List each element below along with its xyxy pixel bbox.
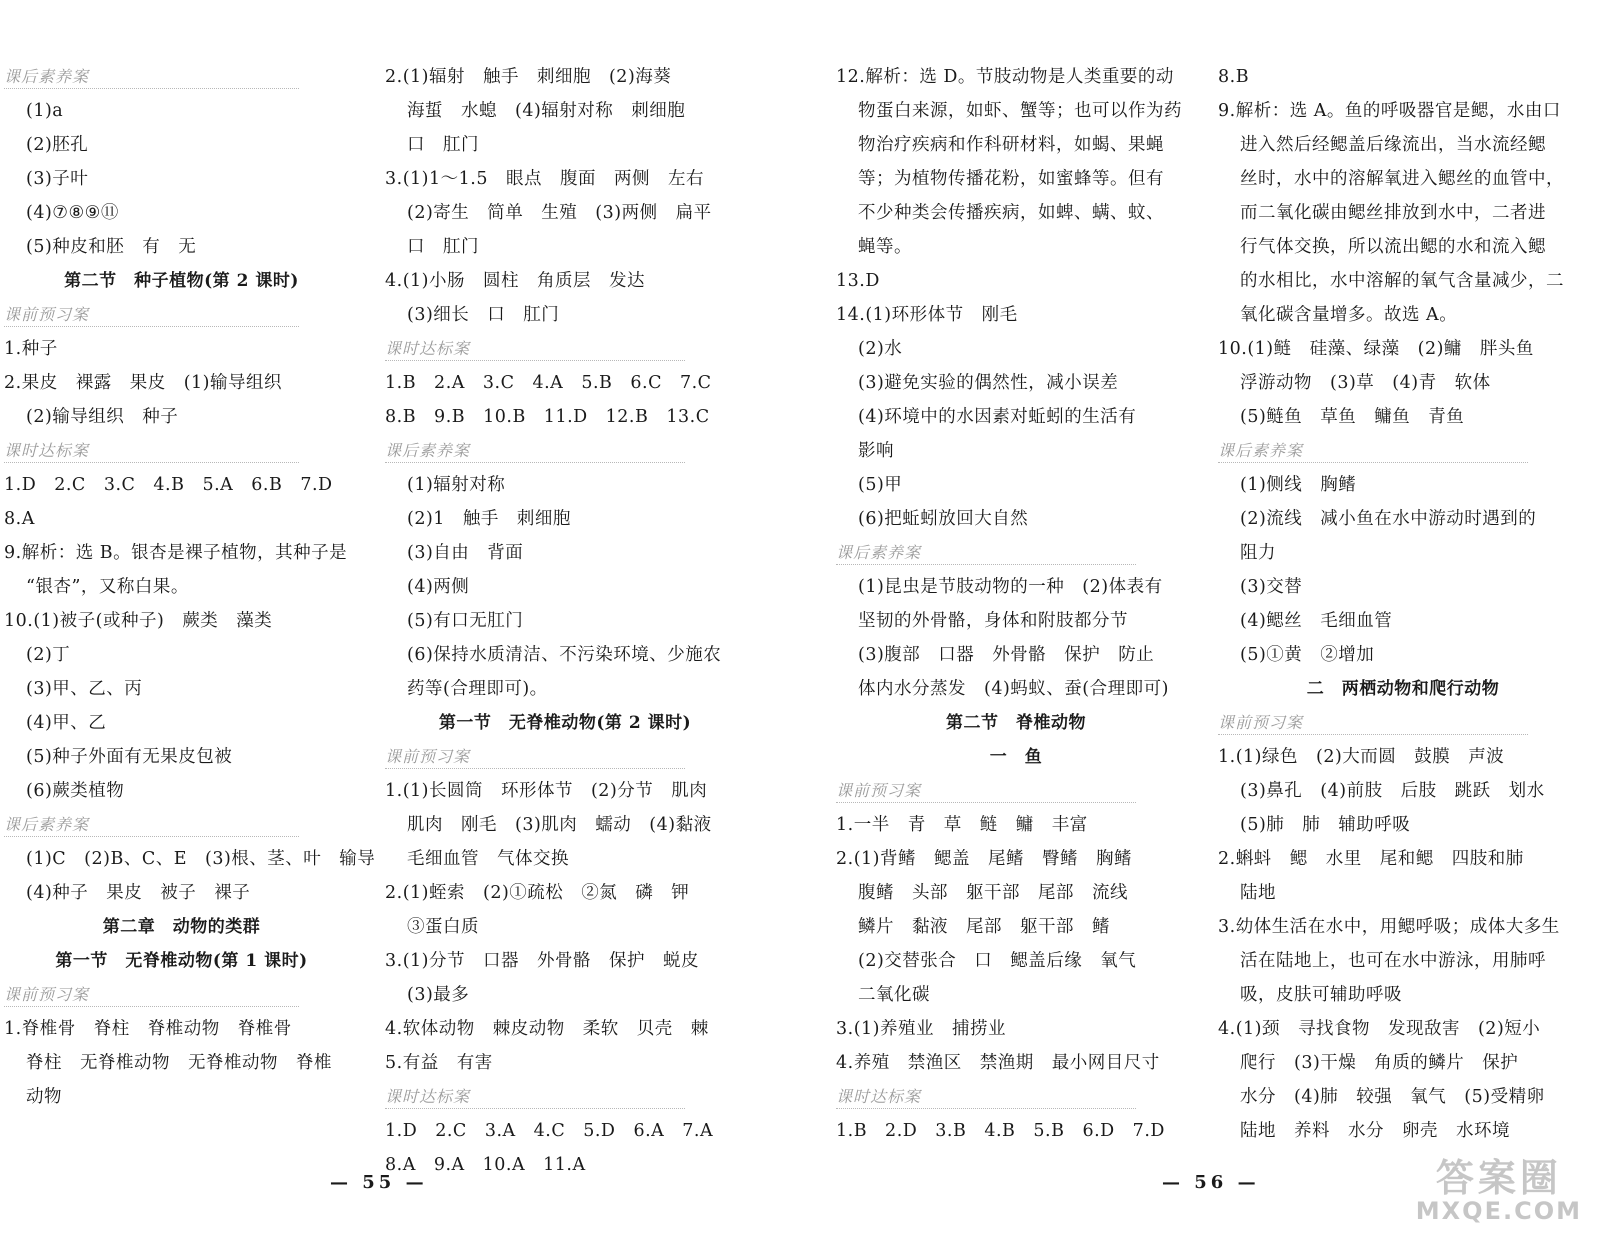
section-label: 课后素养案	[836, 536, 1196, 570]
answer-line: 2.(1)背鳍 鳃盖 尾鳍 臀鳍 胸鳍	[836, 849, 1132, 869]
answer-line: (6)保持水质清洁、不污染环境、少施农	[407, 645, 722, 665]
answer-line: 氧化碳含量增多。故选 A。	[1240, 305, 1458, 325]
answer-line: 1.一半 青 草 鲢 鳙 丰富	[836, 815, 1088, 835]
answer-line: 腹鳍 头部 躯干部 尾部 流线	[858, 883, 1128, 903]
answer-line: (5)甲	[858, 475, 903, 495]
answer-line: (1)昆虫是节肢动物的一种 (2)体表有	[858, 577, 1163, 597]
answer-line: 不少种类会传播疾病，如蜱、螨、蚊、	[858, 203, 1164, 223]
answer-line: (2)寄生 简单 生殖 (3)两侧 扁平	[407, 203, 712, 223]
answer-line: (6)蕨类植物	[26, 781, 125, 801]
answer-line: 的水相比，水中溶解的氧气含量减少，二	[1240, 271, 1564, 291]
answer-line: 浮游动物 (3)草 (4)青 软体	[1240, 373, 1491, 393]
section-title: 第一节 无脊椎动物(第 1 课时)	[55, 951, 308, 971]
answer-line: (5)鲢鱼 草鱼 鳙鱼 青鱼	[1240, 407, 1465, 427]
answer-line: 毛细血管 气体交换	[407, 849, 569, 869]
answer-line: (3)自由 背面	[407, 543, 524, 563]
page-number-left: — 55 —	[330, 1172, 428, 1193]
answer-line: 而二氧化碳由鳃丝排放到水中，二者进	[1240, 203, 1546, 223]
answer-line: (3)避免实验的偶然性，减小误差	[858, 373, 1119, 393]
column-2	[385, 60, 745, 1182]
answer-line: (2)水	[858, 339, 903, 359]
section-label: 课时达标案	[836, 1080, 1196, 1114]
answer-line: “银杏”，又称白果。	[26, 577, 189, 597]
section-title: 第一节 无脊椎动物(第 2 课时)	[438, 713, 692, 733]
column-1	[4, 60, 376, 1114]
section-label: 课后素养案	[1218, 434, 1588, 468]
answer-line: (2)胚孔	[26, 135, 89, 155]
answer-line: (2)1 触手 刺细胞	[407, 509, 571, 529]
answer-line: (3)细长 口 肛门	[407, 305, 560, 325]
answer-line: 3.(1)1～1.5 眼点 腹面 两侧 左右	[385, 169, 704, 189]
answer-line: (3)甲、乙、丙	[26, 679, 143, 699]
answer-line: 14.(1)环形体节 刚毛	[836, 305, 1018, 325]
watermark	[1416, 1158, 1582, 1224]
answer-line: 1.D 2.C 3.A 4.C 5.D 6.A 7.A	[385, 1121, 714, 1141]
column-4	[1218, 60, 1588, 1148]
answer-line: 进入然后经鳃盖后缘流出，当水流经鳃	[1240, 135, 1546, 155]
answer-line: 口 肛门	[407, 237, 479, 257]
answer-line: 4.软体动物 棘皮动物 柔软 贝壳 棘	[385, 1019, 709, 1039]
answer-line: 水分 (4)肺 较强 氧气 (5)受精卵	[1240, 1087, 1545, 1107]
section-title: 一 鱼	[989, 747, 1043, 767]
answer-line: (5)有口无肛门	[407, 611, 524, 631]
answer-line: 坚韧的外骨骼，身体和附肢都分节	[858, 611, 1128, 631]
answer-line: 影响	[858, 441, 894, 461]
answer-line: 10.(1)鲢 硅藻、绿藻 (2)鳙 胖头鱼	[1218, 339, 1534, 359]
answer-line: (3)最多	[407, 985, 470, 1005]
answer-line: (3)交替	[1240, 577, 1303, 597]
answer-line: (5)种皮和胚 有 无	[26, 237, 197, 257]
answer-line: (4)鳃丝 毛细血管	[1240, 611, 1393, 631]
answer-line: (3)腹部 口器 外骨骼 保护 防止	[858, 645, 1155, 665]
answer-line: (4)两侧	[407, 577, 470, 597]
answer-line: 12.解析：选 D。节肢动物是人类重要的动	[836, 67, 1174, 87]
answer-line: 蝇等。	[858, 237, 912, 257]
section-label: 课时达标案	[4, 434, 359, 468]
answer-line: 阻力	[1240, 543, 1276, 563]
answer-line: 陆地	[1240, 883, 1276, 903]
answer-line: 1.(1)长圆筒 环形体节 (2)分节 肌肉	[385, 781, 708, 801]
answer-line: 体内水分蒸发 (4)蚂蚁、蚕(合理即可)	[858, 679, 1169, 699]
answer-line: 3.(1)养殖业 捕捞业	[836, 1019, 1006, 1039]
answer-line: (1)辐射对称	[407, 475, 506, 495]
section-label: 课前预习案	[385, 740, 745, 774]
answer-line: ③蛋白质	[407, 917, 479, 937]
answer-line: 动物	[26, 1087, 62, 1107]
answer-line: (5)肺 肺 辅助呼吸	[1240, 815, 1411, 835]
answer-line: 2.蝌蚪 鳃 水里 尾和鳃 四肢和肺	[1218, 849, 1524, 869]
answer-line: 药等(合理即可)。	[407, 679, 548, 699]
answer-line: 丝时，水中的溶解氧进入鳃丝的血管中，	[1240, 169, 1564, 189]
section-label: 课前预习案	[4, 298, 359, 332]
answer-line: (3)子叶	[26, 169, 89, 189]
answer-line: 二氧化碳	[858, 985, 930, 1005]
answer-line: (4)种子 果皮 被子 裸子	[26, 883, 251, 903]
answer-line: 3.幼体生活在水中，用鳃呼吸；成体大多生	[1218, 917, 1560, 937]
answer-line: (3)鼻孔 (4)前肢 后肢 跳跃 划水	[1240, 781, 1545, 801]
answer-line: 5.有益 有害	[385, 1053, 493, 1073]
answer-line: 2.(1)辐射 触手 刺细胞 (2)海葵	[385, 67, 672, 87]
answer-line: 8.A	[4, 509, 35, 529]
answer-line: (1)C (2)B、C、E (3)根、茎、叶 输导	[26, 849, 376, 869]
answer-line: 陆地 养料 水分 卵壳 水环境	[1240, 1121, 1510, 1141]
answer-line: (1)侧线 胸鳍	[1240, 475, 1357, 495]
answer-line: 等；为植物传播花粉，如蜜蜂等。但有	[858, 169, 1164, 189]
answer-line: 8.A 9.A 10.A 11.A	[385, 1155, 586, 1175]
answer-line: (2)输导组织 种子	[26, 407, 179, 427]
answer-line: 8.B	[1218, 67, 1250, 87]
column-3	[836, 60, 1196, 1148]
section-title: 二 两栖动物和爬行动物	[1306, 679, 1500, 699]
answer-line: 10.(1)被子(或种子) 蕨类 藻类	[4, 611, 273, 631]
answer-line: (4)⑦⑧⑨⑪	[26, 203, 119, 223]
answer-line: (4)环境中的水因素对蚯蚓的生活有	[858, 407, 1137, 427]
answer-line: 2.(1)蛭索 (2)①疏松 ②氮 磷 钾	[385, 883, 690, 903]
section-label: 课时达标案	[385, 1080, 745, 1114]
answer-line: (2)丁	[26, 645, 71, 665]
watermark-url: MXQE.COM	[1415, 1197, 1582, 1225]
section-label: 课前预习案	[836, 774, 1196, 808]
section-label: 课后素养案	[385, 434, 745, 468]
answer-line: 1.脊椎骨 脊柱 脊椎动物 脊椎骨	[4, 1019, 292, 1039]
answer-line: 4.养殖 禁渔区 禁渔期 最小网目尺寸	[836, 1053, 1160, 1073]
answer-line: (2)流线 减小鱼在水中游动时遇到的	[1240, 509, 1537, 529]
section-title: 第二节 脊椎动物	[946, 713, 1086, 733]
answer-line: 肌肉 刚毛 (3)肌肉 蠕动 (4)黏液	[407, 815, 712, 835]
answer-line: 1.B 2.A 3.C 4.A 5.B 6.C 7.C	[385, 373, 712, 393]
answer-line: 8.B 9.B 10.B 11.D 12.B 13.C	[385, 407, 710, 427]
answer-line: (4)甲、乙	[26, 713, 107, 733]
answer-line: 行气体交换，所以流出鳃的水和流入鳃	[1240, 237, 1546, 257]
answer-line: 1.B 2.D 3.B 4.B 5.B 6.D 7.D	[836, 1121, 1165, 1141]
section-title: 第二节 种子植物(第 2 课时)	[64, 271, 299, 291]
answer-line: 1.种子	[4, 339, 58, 359]
answer-line: 4.(1)颈 寻找食物 发现敌害 (2)短小	[1218, 1019, 1541, 1039]
section-label: 课后素养案	[4, 808, 359, 842]
answer-line: 鳞片 黏液 尾部 躯干部 鳍	[858, 917, 1110, 937]
answer-line: (5)①黄 ②增加	[1240, 645, 1375, 665]
answer-line: (5)种子外面有无果皮包被	[26, 747, 233, 767]
section-label: 课前预习案	[4, 978, 359, 1012]
answer-line: (2)交替张合 口 鳃盖后缘 氧气	[858, 951, 1137, 971]
answer-line: 1.D 2.C 3.C 4.B 5.A 6.B 7.D	[4, 475, 333, 495]
answer-line: 2.果皮 裸露 果皮 (1)输导组织	[4, 373, 282, 393]
answer-line: 3.(1)分节 口器 外骨骼 保护 蜕皮	[385, 951, 699, 971]
page-number-right: — 56 —	[1162, 1172, 1260, 1193]
answer-line: (6)把蚯蚓放回大自然	[858, 509, 1029, 529]
answer-line: 口 肛门	[407, 135, 479, 155]
answer-line: 物蛋白来源，如虾、蟹等；也可以作为药	[858, 101, 1182, 121]
answer-line: 1.(1)绿色 (2)大而圆 鼓膜 声波	[1218, 747, 1505, 767]
section-label: 课前预习案	[1218, 706, 1588, 740]
answer-line: 9.解析：选 A。鱼的呼吸器官是鳃，水由口	[1218, 101, 1561, 121]
answer-line: 13.D	[836, 271, 880, 291]
watermark-text: 答案圈	[1435, 1156, 1562, 1200]
answer-line: 吸，皮肤可辅助呼吸	[1240, 985, 1402, 1005]
answer-line: 4.(1)小肠 圆柱 角质层 发达	[385, 271, 645, 291]
answer-line: 物治疗疾病和作科研材料，如蝎、果蝇	[858, 135, 1164, 155]
answer-line: 爬行 (3)干燥 角质的鳞片 保护	[1240, 1053, 1519, 1073]
answer-line: 9.解析：选 B。银杏是裸子植物，其种子是	[4, 543, 348, 563]
section-label: 课时达标案	[385, 332, 745, 366]
answer-line: 海蜇 水螅 (4)辐射对称 刺细胞	[407, 101, 686, 121]
answer-line: 活在陆地上，也可在水中游泳，用肺呼	[1240, 951, 1546, 971]
answer-line: (1)a	[26, 101, 64, 121]
section-label: 课后素养案	[4, 60, 359, 94]
answer-line: 脊柱 无脊椎动物 无脊椎动物 脊椎	[26, 1053, 332, 1073]
section-title: 第二章 动物的类群	[102, 917, 261, 937]
